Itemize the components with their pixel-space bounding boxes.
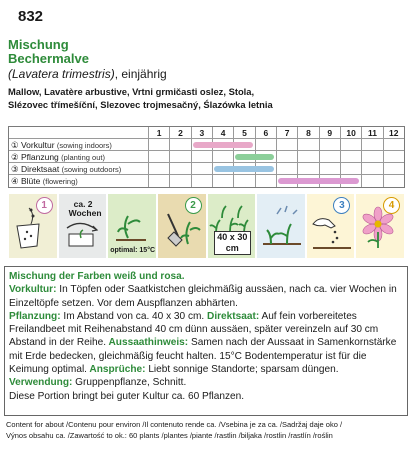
month-2: 2 [169,127,190,139]
row-label-en: (planting out) [61,153,105,162]
row-label: ④ Blüte [11,176,41,186]
month-header [148,127,404,139]
label-ansprueche: Ansprüche: [87,364,146,376]
lifecycle: , einjährig [114,67,167,81]
period-bar [278,178,359,184]
month-7: 7 [276,127,297,139]
pictogram-germination-time [58,193,108,259]
month-10: 10 [340,127,361,139]
sprout-icon [257,194,306,258]
calendar-header [9,127,404,139]
clock-icon [59,194,108,258]
pictogram-direct-sowing [306,193,356,259]
text-aussaathinweis: Samen nach der Aussaat in Samenkornstärke mit Erde bedecken, gleichmäßig feucht halten. 15°C Bodentemperatur ist für die Keimung optimal. [9,337,397,376]
month-8: 8 [297,127,318,139]
temperature-label: optimal: 15°C [110,247,156,254]
row-label-en: (sowing outdoors) [61,165,122,174]
portion-note: Diese Portion bringt bei guter Kultur ca. 60 Pflanzen. [9,390,245,402]
names-line-2: Slézovec třímešíční, Slezovec trojmesačný, Ślazówka letnia [8,98,273,110]
sowing-calendar [8,126,405,188]
pictogram-temperature [107,193,157,259]
text-ansprueche: Liebt sonnige Standorte; sparsam düngen. [145,364,339,376]
pictogram-seed-pot [8,193,58,259]
instructions-text [9,283,403,403]
step-badge: 4 [383,197,400,214]
row-label: ① Vorkultur [11,140,55,150]
pictogram-planting [157,193,207,259]
calendar-row-vorkultur [9,139,404,151]
pictogram-flowering [355,193,405,259]
flower-icon [356,194,405,258]
product-code: 832 [18,8,44,25]
month-11: 11 [361,127,382,139]
month-4: 4 [212,127,233,139]
product-title [8,38,89,66]
spacing-dimensions: 40 x 30 cm [214,231,252,255]
scientific-name [8,67,167,81]
weeks-line-2: Wochen [68,208,102,218]
weeks-line-1: ca. 2 [73,199,93,209]
label-pflanzung: Pflanzung: [9,310,61,322]
month-6: 6 [255,127,276,139]
calendar-row-pflanzung [9,151,404,163]
month-5: 5 [233,127,254,139]
instruction-pictograms [8,193,405,259]
label-direktsaat: Direktsaat: [204,310,260,322]
names-line-1: Mallow, Lavatère arbustive, Vrtni grmičasti oslez, Stola, [8,86,255,97]
hand-sowing-icon [307,194,356,258]
step-badge: 3 [333,197,350,214]
label-aussaathinweis: Aussaathinweis: [106,337,189,349]
row-label-en: (flowering) [42,177,78,186]
title-line-1: Mischung [8,37,69,52]
row-label: ② Pflanzung [11,152,59,162]
translated-names [8,86,408,112]
month-3: 3 [191,127,212,139]
content-footer [6,420,410,441]
shovel-icon [158,194,207,258]
footer-line-1: Content for about /Contenu pour environ /Il contenuto rende ca. /Vsebina je za ca. /Sadržaj daje oko / [6,420,343,429]
month-12: 12 [383,127,404,139]
text-verwendung: Gruppenpflanze, Schnitt. [72,377,187,389]
month-9: 9 [319,127,340,139]
title-line-2: Bechermalve [8,51,89,66]
month-1: 1 [148,127,169,139]
calendar-row-direktsaat [9,163,404,175]
latin-name: (Lavatera trimestris) [8,67,115,81]
step-badge: 2 [185,197,202,214]
text-vorkultur: In Töpfen oder Saatkistchen gleichmäßig aussäen, nach ca. vier Wochen in Einzeltöpfe setzen. Vor dem Auspflanzen abhärten. [9,284,397,309]
mix-headline: Mischung der Farben weiß und rosa. [9,271,185,282]
period-bar [214,166,274,172]
period-bar [193,142,253,148]
pictogram-sprout [256,193,306,259]
period-bar [235,154,274,160]
label-verwendung: Verwendung: [9,377,73,389]
seed-pot-icon [9,194,58,258]
growing-instructions [4,266,408,416]
text-pflanzung: Im Abstand von ca. 40 x 30 cm. [60,310,205,322]
row-label: ③ Direktsaat [11,164,60,174]
text-direktsaat: Auf fein vorbereitetes Freilandbeet mit Reihenabstand 40 cm dünn aussäen, später vereinzeln auf 30 cm Abstand in der Reihe. [9,310,379,349]
calendar-row-bluete [9,175,404,187]
row-label-en: (sowing indoors) [56,141,112,150]
label-vorkultur: Vorkultur: [9,284,57,296]
pictogram-spacing [207,193,257,259]
step-badge: 1 [36,197,53,214]
footer-line-2: Výnos obsahu ca. /Zawartość to ok.: 60 plants /plantes /piante /rastlin /biljaka /rostlin /rastlín /roślin [6,430,333,440]
